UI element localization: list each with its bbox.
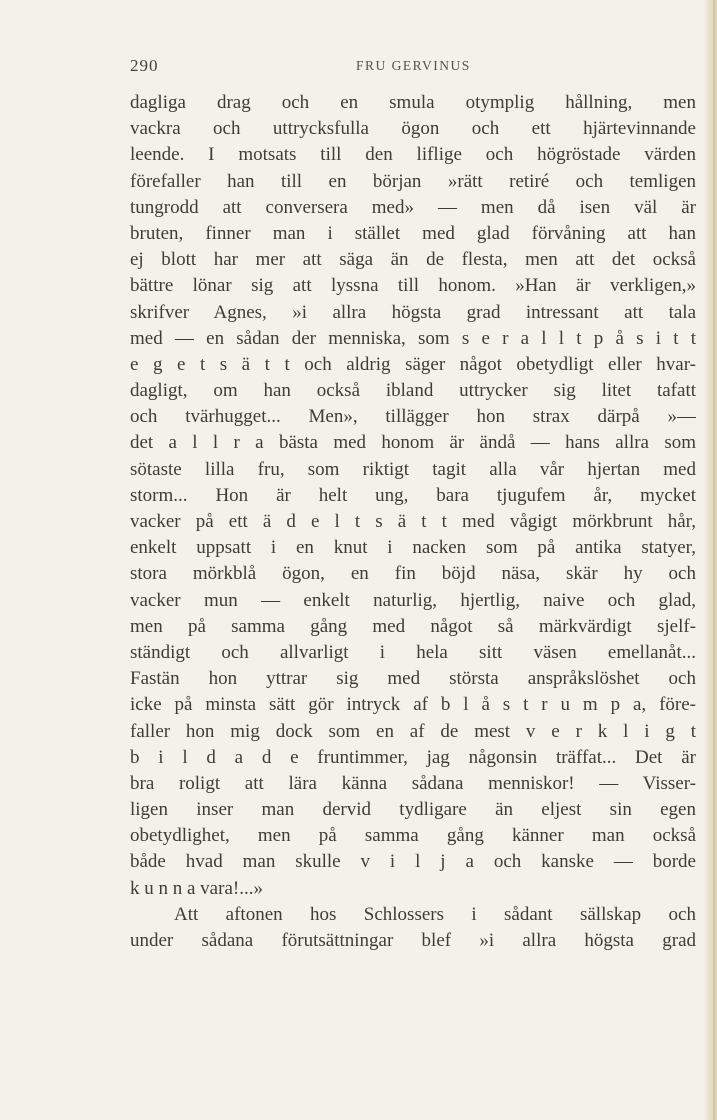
- text-line: vacker mun — enkelt naturlig, hjertlig, naive och glad,: [130, 589, 696, 611]
- text-line: icke på minsta sätt gör intryck af b l å s t r u m p a, före-: [130, 694, 696, 716]
- text-line: förefaller han till en början »rätt retiré och temligen: [130, 170, 696, 192]
- text-line: faller hon mig dock som en af de mest v e r k l i g t: [130, 720, 696, 742]
- text-line: vackra och uttrycksfulla ögon och ett hjärtevinnande: [130, 118, 696, 140]
- text-line: ligen inser man dervid tydligare än eljest sin egen: [130, 799, 696, 821]
- text-line: stora mörkblå ögon, en fin böjd näsa, skär hy och: [130, 563, 696, 585]
- text-line: under sådana förutsättningar blef »i allra högsta grad: [130, 930, 696, 951]
- text-line: enkelt uppsatt i en knut i nacken som på antika statyer,: [130, 537, 696, 559]
- text-line: Fastän hon yttrar sig med största anspråkslöshet och: [130, 668, 696, 690]
- page-number: 290: [130, 56, 159, 75]
- text-line: med — en sådan der menniska, som s e r a l l t p å s i t t: [130, 327, 696, 349]
- text-line: dagligt, om han också ibland uttrycker sig litet tafatt: [130, 380, 696, 402]
- text-line: både hvad man skulle v i l j a och kanske — borde: [130, 851, 696, 873]
- text-line: men på samma gång med något så märkvärdigt sjelf-: [130, 615, 696, 637]
- text-line: sötaste lilla fru, som riktigt tagit alla vår hjertan med: [130, 458, 696, 480]
- text-line: leende. I motsats till den liflige och högröstade värden: [130, 144, 696, 166]
- running-title: FRU GERVINUS: [356, 58, 471, 73]
- text-line: bättre lönar sig att lyssna till honom. »Han är verkligen,»: [130, 275, 696, 297]
- text-line: ej blott har mer att säga än de flesta, men att det också: [130, 249, 696, 271]
- text-line: bruten, finner man i stället med glad förvåning att han: [130, 222, 696, 244]
- page-gutter-edge: [713, 0, 715, 1120]
- text-line: Att aftonen hos Schlossers i sådant sällskap och: [174, 903, 696, 925]
- text-line: vacker på ett ä d e l t s ä t t med vågigt mörkbrunt hår,: [130, 511, 696, 532]
- text-line: dagliga drag och en smula otymplig hållning, men: [130, 92, 696, 113]
- text-line: e g e t s ä t t och aldrig säger något obetydligt eller hvar-: [130, 353, 696, 375]
- text-line: och tvärhugget... Men», tillägger hon strax därpå »—: [130, 406, 696, 428]
- text-line: skrifver Agnes, »i allra högsta grad intressant att tala: [130, 301, 696, 323]
- page-header: [130, 56, 696, 76]
- text-line: storm... Hon är helt ung, bara tjugufem år, mycket: [130, 484, 696, 506]
- text-line: ständigt och allvarligt i hela sitt väsen emellanåt...: [130, 641, 696, 663]
- body-text: [130, 90, 696, 954]
- text-line: k u n n a vara!...»: [130, 877, 263, 899]
- text-line: bra roligt att lära känna sådana menniskor! — Visser-: [130, 772, 696, 794]
- text-line: det a l l r a bästa med honom är ändå — hans allra som: [130, 432, 696, 454]
- text-line: tungrodd att conversera med» — men då isen väl är: [130, 196, 696, 218]
- text-line: obetydlighet, men på samma gång känner man också: [130, 825, 696, 847]
- text-line: b i l d a d e fruntimmer, jag någonsin träffat... Det är: [130, 746, 696, 768]
